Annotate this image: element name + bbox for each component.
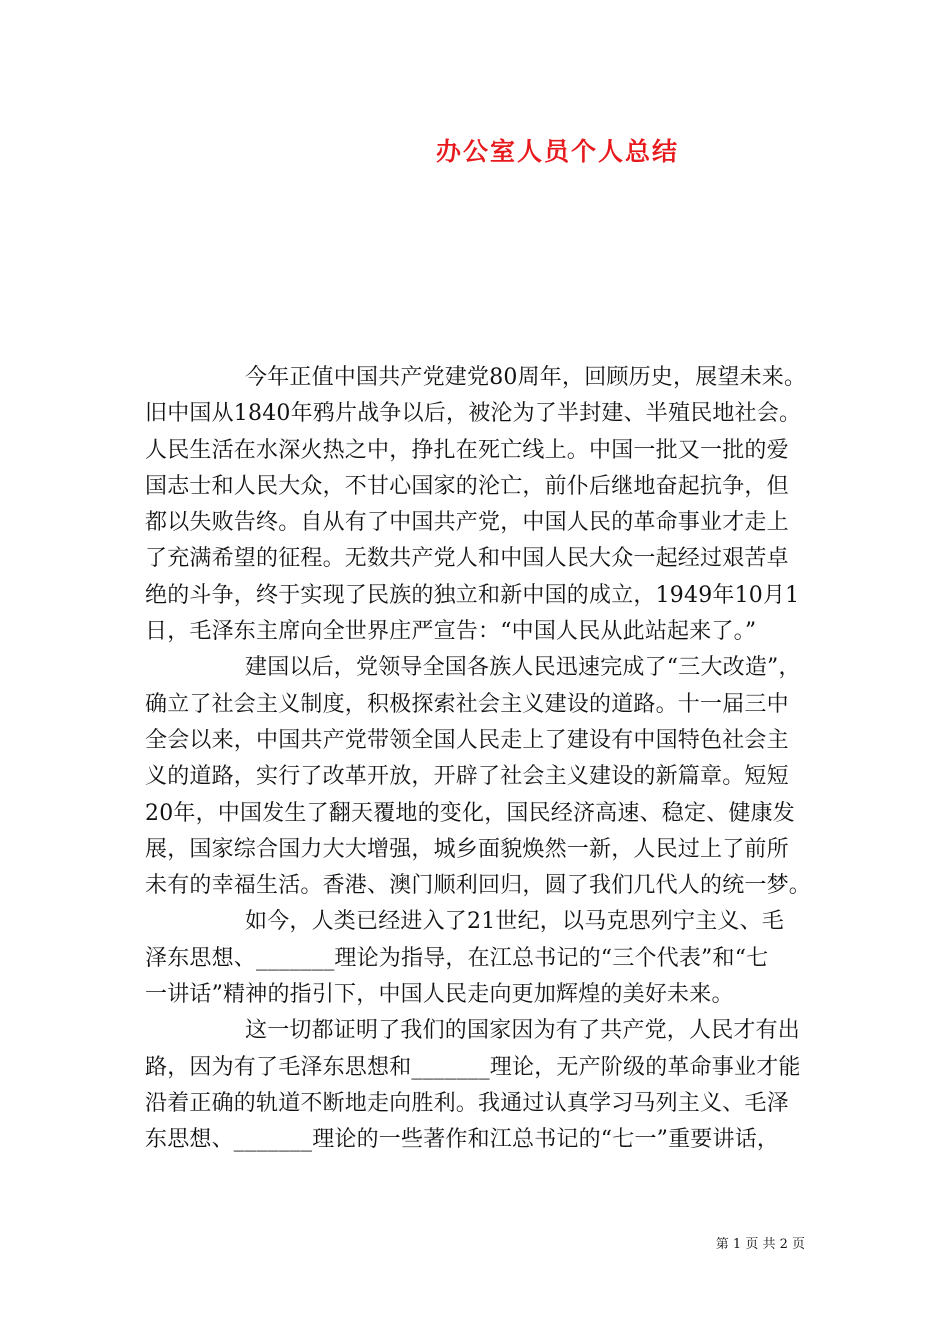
text-line: 建国以后，党领导全国各族人民迅速完成了“三大改造”， <box>245 655 801 681</box>
text-line: 绝的斗争，终于实现了民族的独立和新中国的成立，1949年10月1 <box>145 582 800 608</box>
text-line: 泽东思想、_______理论为指导，在江总书记的“三个代表”和“七 <box>145 945 769 971</box>
text-line: 沿着正确的轨道不断地走向胜利。我通过认真学习马列主义、毛泽 <box>145 1090 789 1116</box>
text-line: 20年，中国发生了翻天覆地的变化，国民经济高速、稳定、健康发 <box>145 800 795 826</box>
text-line: 日，毛泽东主席向全世界庄严宣告：“中国人民从此站起来了。” <box>145 619 757 645</box>
text-line: 东思想、_______理论的一些著作和江总书记的“七一”重要讲话， <box>145 1127 780 1153</box>
text-line: 未有的幸福生活。香港、澳门顺利回归，圆了我们几代人的统一梦。 <box>145 873 812 899</box>
text-line: 路，因为有了毛泽东思想和_______理论，无产阶级的革命事业才能 <box>145 1054 801 1080</box>
document-body <box>145 360 813 1159</box>
text-line: 义的道路，实行了改革开放，开辟了社会主义建设的新篇章。短短 <box>145 764 789 790</box>
document-title: 办公室人员个人总结 <box>435 137 679 166</box>
text-line: 全会以来，中国共产党带领全国人民走上了建设有中国特色社会主 <box>145 727 789 753</box>
text-line: 国志士和人民大众，不甘心国家的沦亡，前仆后继地奋起抗争，但 <box>145 473 789 499</box>
text-line: 都以失败告终。自从有了中国共产党，中国人民的革命事业才走上 <box>145 510 789 536</box>
text-line: 了充满希望的征程。无数共产党人和中国人民大众一起经过艰苦卓 <box>145 546 789 572</box>
text-line: 旧中国从1840年鸦片战争以后，被沦为了半封建、半殖民地社会。 <box>145 401 802 427</box>
text-line: 一讲话”精神的指引下，中国人民走向更加辉煌的美好未来。 <box>145 982 734 1008</box>
text-line: 确立了社会主义制度，积极探索社会主义建设的道路。十一届三中 <box>145 691 789 717</box>
text-line: 今年正值中国共产党建党80周年，回顾历史，展望未来。 <box>245 365 807 390</box>
text-line: 这一切都证明了我们的国家因为有了共产党，人民才有出 <box>245 1018 801 1044</box>
text-line: 展，国家综合国力大大增强，城乡面貌焕然一新，人民过上了前所 <box>145 836 789 862</box>
text-line: 人民生活在水深火热之中，挣扎在死亡线上。中国一批又一批的爱 <box>145 437 789 463</box>
page-number: 第 1 页 共 2 页 <box>715 1237 805 1252</box>
text-line: 如今，人类已经进入了21世纪，以马克思列宁主义、毛 <box>245 909 784 935</box>
